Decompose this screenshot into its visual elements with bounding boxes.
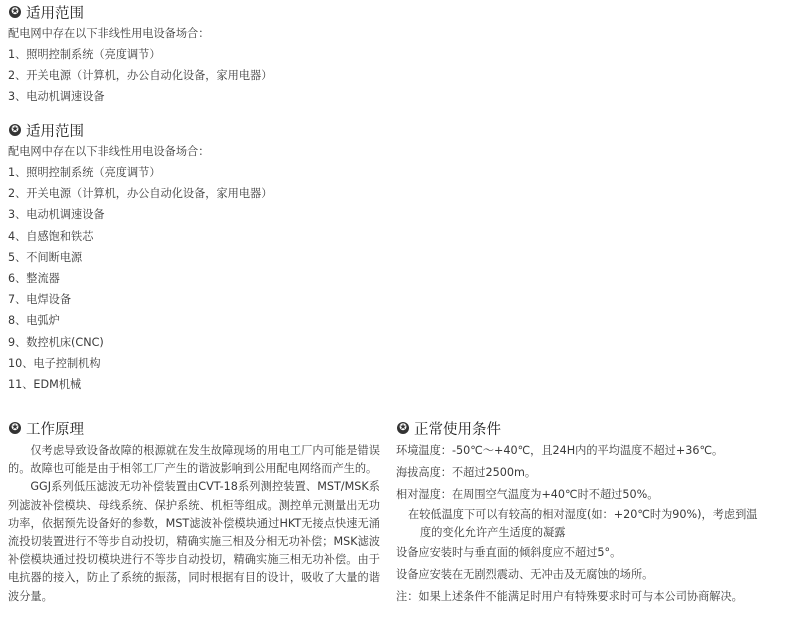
section-scope-1 [8,2,272,108]
condition-subline: 在较低温度下可以有较高的相对湿度(如：+20℃时为90%)，考虑到温 [408,508,758,521]
list-item: 9、数控机床(CNC) [8,335,104,349]
list-item: 8、电弧炉 [8,314,60,328]
section-heading [8,418,380,438]
section-scope-2 [8,120,272,395]
section-title: 适用范围 [26,123,84,140]
list-item: 3、电动机调速设备 [8,208,105,222]
scope-list [8,44,272,108]
list-item: 5、不间断电源 [8,250,83,264]
list-item: 1、照明控制系统（亮度调节） [8,166,161,179]
scope-list [8,162,272,395]
condition-line: 设备应安装在无剧烈震动、无冲击及无腐蚀的场所。 [396,568,654,581]
star-in-circle-icon: ✪ [397,422,409,434]
star-in-circle-icon: ✪ [9,124,21,136]
list-item: 10、电子控制机构 [8,356,101,370]
section-heading [8,120,272,140]
list-item: 2、开关电源（计算机，办公自动化设备，家用电器） [8,187,273,201]
section-title: 适用范围 [26,5,84,22]
section-heading [396,418,757,438]
section-heading [8,2,272,22]
condition-line: 环境温度：-50℃～+40℃，且24H内的平均温度不超过+36℃。 [396,444,724,457]
list-item: 4、自感饱和铁芯 [8,229,94,243]
paragraph: GGJ系列低压滤波无功补偿装置由CVT-18系列测控装置、MST/MSK系列滤波补偿模块、母线系统、保护系统、机柜等组成。测控单元测量出无功功率，依据预先设备好的参数，MST滤波补偿模块通过HKT无接点快速无涌流投切装置进行不等步自动投切，精确实施三相及分相无功补偿；MSK滤波补偿模块通过投切模块进行不等步自动投切，精确实施三相无功补偿。由于电抗器的接入，防止了系统的振荡，同时根据有目的设计，吸收了大量的谐波分量。 [8,480,380,603]
list-item: 3、电动机调速设备 [8,90,105,104]
paragraph: 仅考虑导致设备故障的根源就在发生故障现场的用电工厂内可能是错误的。故障也可能是由于相邻工厂产生的谐波影响到公用配电网络而产生的。 [8,444,380,476]
section-title: 正常使用条件 [414,421,501,438]
star-in-circle-icon: ✪ [9,422,21,434]
star-in-circle-icon: ✪ [9,6,21,18]
condition-subline: 度的变化允许产生适度的凝露 [420,526,566,539]
section-intro: 配电网中存在以下非线性用电设备场合： [8,27,210,40]
list-item: 6、整流器 [8,272,60,286]
list-item: 11、EDM机械 [8,378,82,392]
list-item: 7、电焊设备 [8,293,72,307]
condition-note: 注：如果上述条件不能满足时用户有特殊要求时可与本公司协商解决。 [396,590,743,603]
section-working-principle [8,418,380,606]
condition-line: 设备应安装时与垂直面的倾斜度应不超过5°。 [396,546,622,559]
section-operating-conditions [396,418,757,608]
condition-line: 海拔高度：不超过2500m。 [396,466,537,479]
section-intro: 配电网中存在以下非线性用电设备场合： [8,145,210,158]
list-item: 1、照明控制系统（亮度调节） [8,48,161,61]
condition-line: 相对湿度：在周围空气温度为+40℃时不超过50%。 [396,488,659,501]
section-title: 工作原理 [26,421,84,438]
list-item: 2、开关电源（计算机，办公自动化设备，家用电器） [8,69,273,83]
